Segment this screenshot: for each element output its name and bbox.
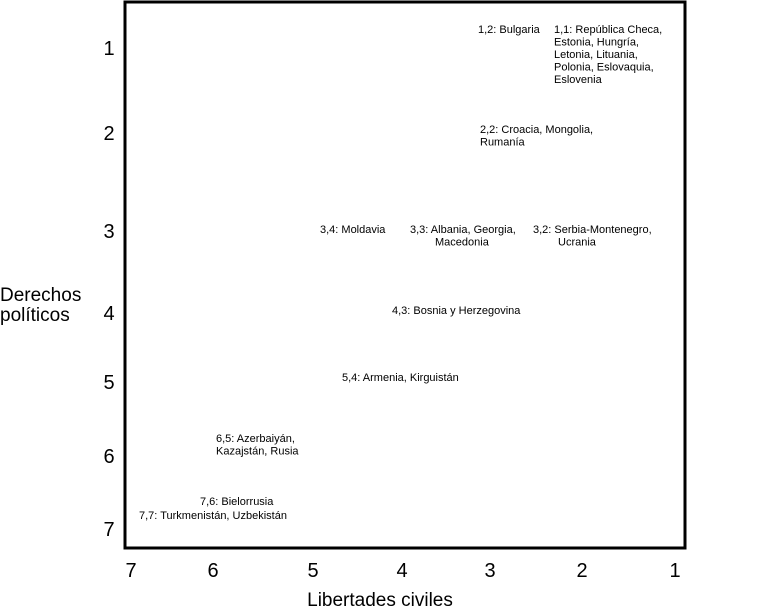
x-tick-label: 7 xyxy=(125,560,137,582)
point-label xyxy=(410,224,516,249)
point-label xyxy=(478,24,541,36)
point-label-line: 3,4: Moldavia xyxy=(320,224,386,236)
point-label xyxy=(533,224,652,249)
point-label-line: Macedonia xyxy=(435,236,489,249)
x-tick-label: 4 xyxy=(396,560,408,582)
point-label-line: 6,5: Azerbaiyán, xyxy=(216,433,295,445)
point-label-line: 4,3: Bosnia y Herzegovina xyxy=(392,305,521,317)
point-label-line: Rumanía xyxy=(480,136,525,149)
point-label xyxy=(200,496,274,508)
y-tick-label: 5 xyxy=(103,372,115,394)
point-label-line: 7,6: Bielorrusia xyxy=(200,496,274,508)
point-label xyxy=(554,24,662,86)
x-tick-label: 3 xyxy=(484,560,496,582)
point-label xyxy=(480,124,593,149)
x-tick-label: 1 xyxy=(669,560,681,582)
point-label-line: Ucrania xyxy=(558,236,596,249)
point-label-line: Kazajstán, Rusia xyxy=(216,445,299,458)
point-label xyxy=(320,224,386,236)
y-tick-label: 2 xyxy=(103,123,115,145)
point-label-line: 2,2: Croacia, Mongolia, xyxy=(480,124,594,136)
point-label-line: 5,4: Armenia, Kirguistán xyxy=(342,372,459,384)
point-label-line: 3,3: Albania, Georgia, xyxy=(410,224,516,236)
point-label-line: Eslovenia xyxy=(554,74,602,86)
x-axis-title: Libertades civiles xyxy=(307,590,453,611)
y-axis-title-line-1: Derechos xyxy=(0,285,82,306)
x-tick-label: 5 xyxy=(307,560,319,582)
point-label xyxy=(392,305,521,317)
point-label xyxy=(139,510,287,522)
y-tick-label: 1 xyxy=(103,38,115,60)
point-label-line: 3,2: Serbia-Montenegro, xyxy=(533,224,652,236)
y-tick-labels xyxy=(103,38,114,541)
point-label-line: 7,7: Turkmenistán, Uzbekistán xyxy=(139,510,287,522)
point-label-line: Letonia, Lituania, xyxy=(554,49,638,61)
y-axis-title-line-2: políticos xyxy=(0,305,70,326)
y-tick-label: 7 xyxy=(103,519,115,541)
y-tick-label: 3 xyxy=(103,221,115,243)
point-label-line: 1,2: Bulgaria xyxy=(478,24,540,36)
point-labels xyxy=(139,24,662,522)
x-tick-label: 2 xyxy=(576,560,588,582)
point-label xyxy=(216,433,299,458)
x-tick-label: 6 xyxy=(207,560,219,582)
point-label-line: Estonia, Hungría, xyxy=(554,36,639,49)
y-tick-label: 6 xyxy=(103,446,115,468)
x-tick-labels xyxy=(125,560,680,582)
point-label-line: Polonia, Eslovaquia, xyxy=(554,61,654,74)
point-label xyxy=(342,372,459,384)
y-tick-label: 4 xyxy=(103,303,115,325)
point-label-line: 1,1: República Checa, xyxy=(554,24,663,36)
